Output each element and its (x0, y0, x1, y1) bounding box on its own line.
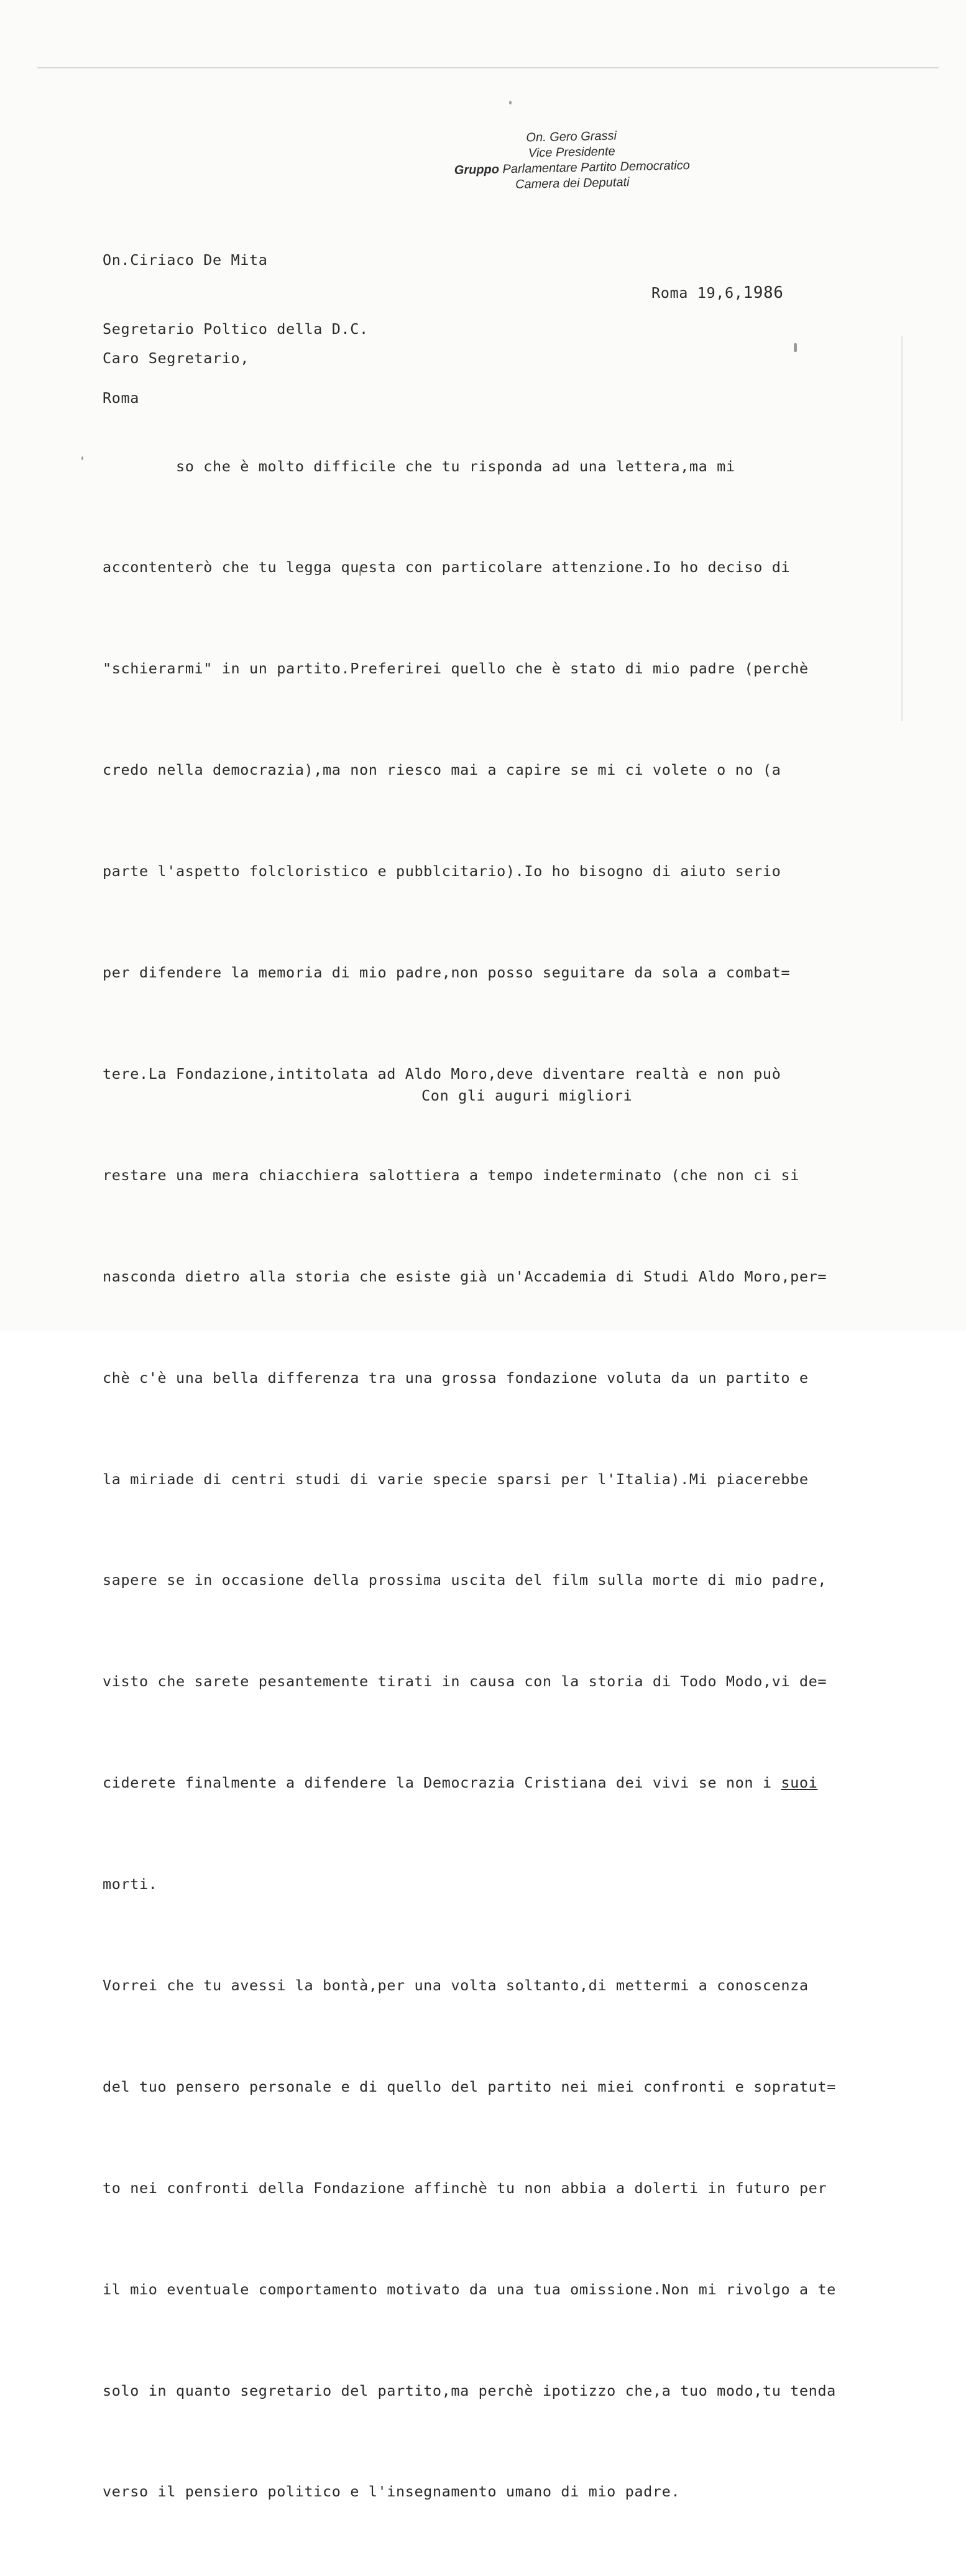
addressee-title: Segretario Poltico della D.C. (103, 320, 369, 338)
body-line: per difendere la memoria di mio padre,non posso seguitare da sola a combat= (103, 964, 791, 982)
ink-speck (81, 456, 83, 460)
body-line-with-underline (103, 1766, 836, 1799)
body-line: restare una mera chiacchiera salottiera a tempo indeterminato (che non ci si (103, 1166, 799, 1184)
body-line: sapere se in occasione della prossima uscita del film sulla morte di mio padre, (103, 1571, 827, 1589)
letter-body (103, 382, 836, 2576)
letterhead-group-rest: Parlamentare Partito Democratico (499, 159, 690, 177)
body-line: il mio eventuale comportamento motivato da una tua omissione.Non mi rivolgo a te (103, 2280, 836, 2298)
body-line: morti. (103, 1875, 158, 1893)
body-line-text: ciderete finalmente a difendere la Democrazia Cristiana dei vivi se non i (103, 1774, 781, 1792)
letterhead-chamber: Camera dei Deputati (515, 175, 630, 192)
body-line: visto che sarete pesantemente tirati in causa con la storia di Todo Modo,vi de= (103, 1673, 827, 1691)
letterhead-role: Vice Presidente (528, 144, 615, 160)
body-line: "schierarmi" in un partito.Preferirei quello che è stato di mio padre (perchè (103, 660, 809, 678)
letterhead-group-bold: Gruppo (454, 162, 500, 177)
underlined-word: suoi (781, 1774, 818, 1792)
body-line: parte l'aspetto folcloristico e pubblcitario).Io ho bisogno di aiuto serio (103, 862, 781, 880)
body-line: chè c'è una bella differenza tra una grossa fondazione voluta da un partito e (103, 1369, 809, 1387)
closing-line: Con gli auguri migliori (421, 1087, 633, 1104)
letterhead-name: On. Gero Grassi (526, 129, 617, 145)
date-place-day: Roma 19,6, (651, 284, 743, 302)
body-line: to nei confronti della Fondazione affinchè tu non abbia a dolerti in futuro per (103, 2179, 827, 2197)
body-line: accontenterò che tu legga questa con particolare attenzione.Io ho deciso di (103, 558, 791, 576)
body-line: verso il pensiero politico e l'insegnamento umano di mio padre. (103, 2483, 681, 2501)
body-line: Vorrei che tu avessi la bontà,per una volta soltanto,di mettermi a conoscenza (103, 1976, 809, 1994)
salutation: Caro Segretario, (103, 349, 249, 367)
date-year: 1986 (743, 284, 784, 302)
body-line: nasconda dietro alla storia che esiste già un'Accademia di Studi Aldo Moro,per= (103, 1267, 827, 1285)
addressee-name: On.Ciriaco De Mita (103, 251, 268, 269)
page-top-edge (37, 67, 939, 68)
page-crease (901, 336, 903, 721)
addressee-city: Roma (103, 389, 139, 407)
body-line: solo in quanto segretario del partito,ma perchè ipotizzo che,a tuo modo,tu tenda (103, 2381, 836, 2399)
body-line: tere.La Fondazione,intitolata ad Aldo Moro,deve diventare realtà e non può (103, 1064, 781, 1083)
ink-speck (794, 343, 797, 352)
body-line: so che è molto difficile che tu risponda ad una lettera,ma mi (103, 457, 735, 475)
body-line: del tuo pensero personale e di quello del partito nei miei confronti e sopratut= (103, 2077, 836, 2095)
letterhead-stamp (435, 126, 709, 194)
ink-speck (509, 101, 512, 104)
body-line: credo nella democrazia),ma non riesco mai a capire se mi ci volete o no (a (103, 761, 781, 779)
letter-date (651, 284, 784, 302)
body-line: la miriade di centri studi di varie specie sparsi per l'Italia).Mi piacerebbe (103, 1470, 809, 1488)
